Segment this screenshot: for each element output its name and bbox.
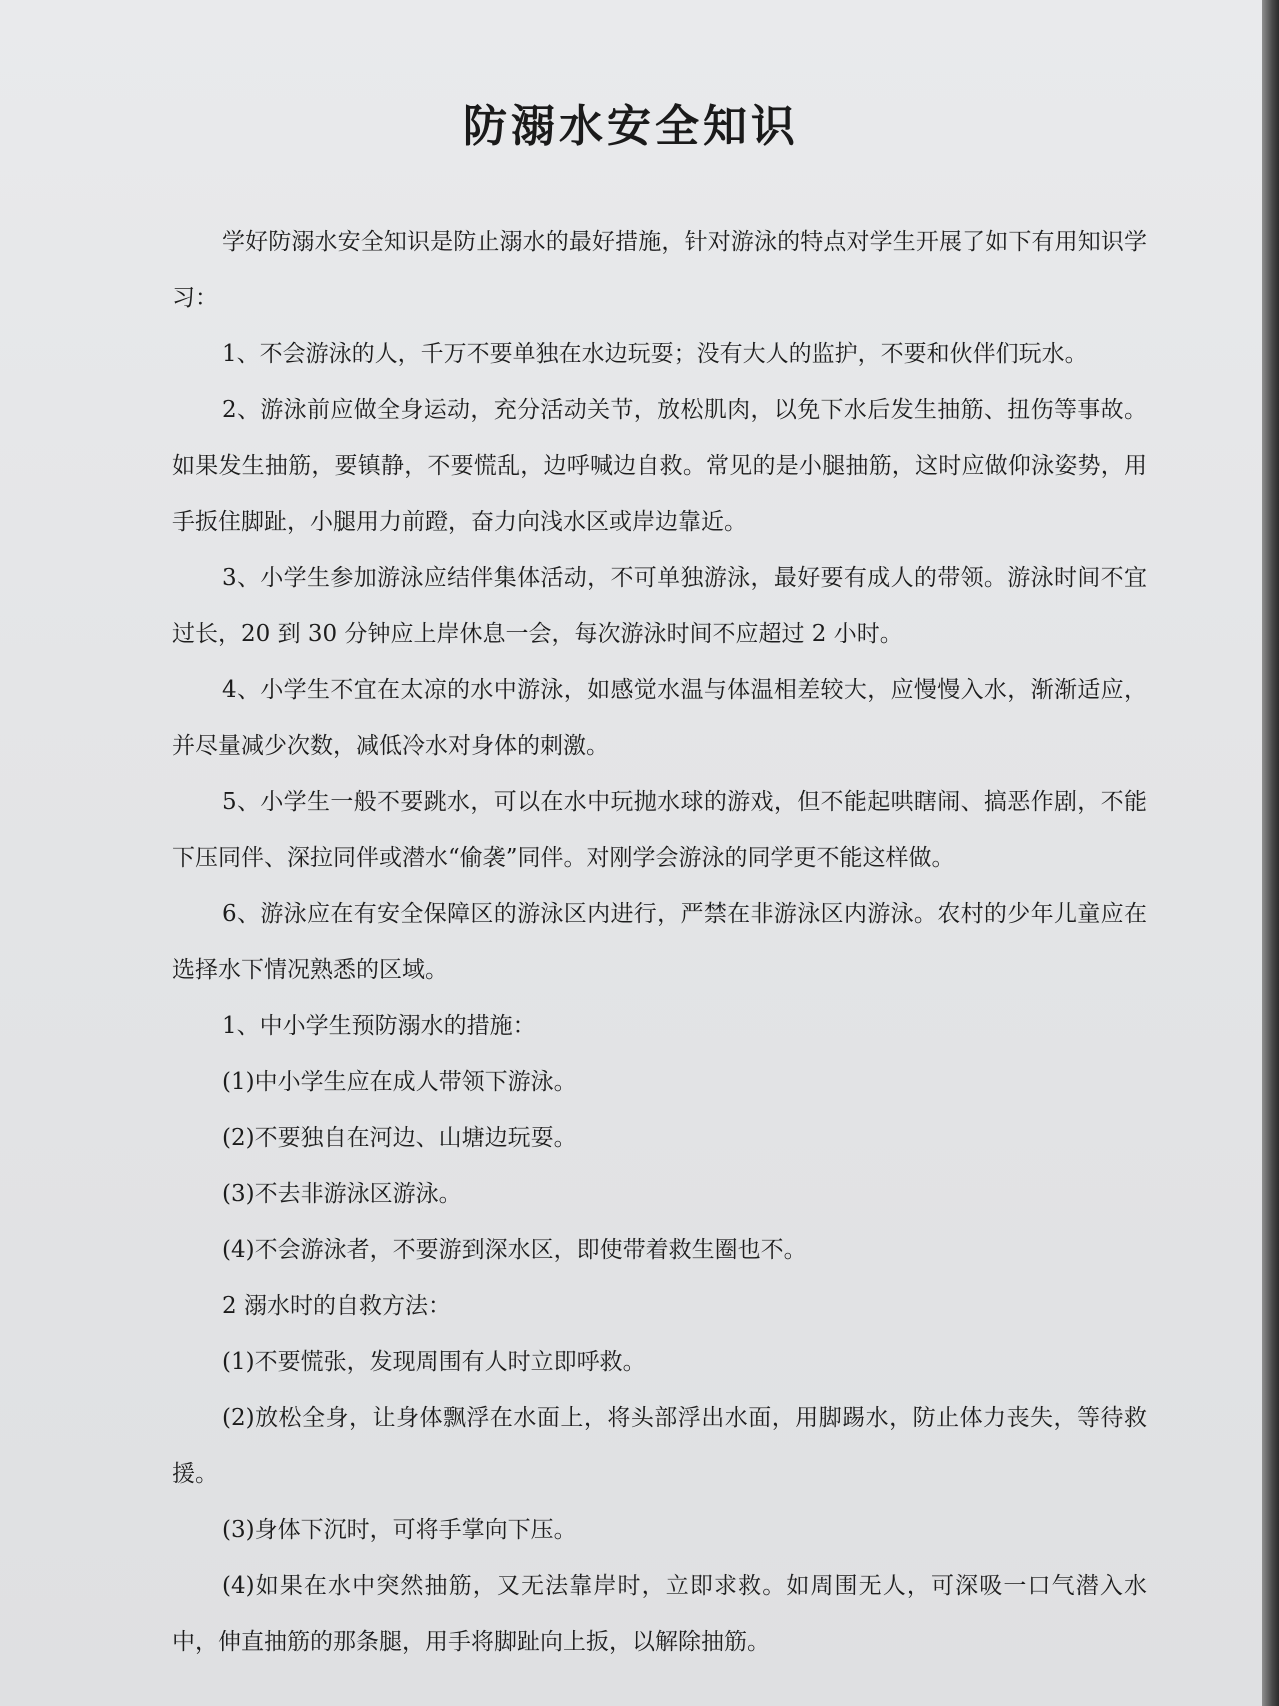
document-body: [172, 214, 1147, 1670]
list-item: (3)身体下沉时，可将手掌向下压。: [222, 1517, 577, 1543]
rule-paragraph: 6、游泳应在有安全保障区的游泳区内进行，严禁在非游泳区内游泳。农村的少年儿童应在选择水下情况熟悉的区域。: [172, 901, 1147, 983]
rule-paragraph: 4、小学生不宜在太凉的水中游泳，如感觉水温与体温相差较大，应慢慢入水，渐渐适应，并尽量减少次数，减低冷水对身体的刺激。: [172, 677, 1147, 759]
section-heading: 2 溺水时的自救方法：: [222, 1293, 451, 1319]
list-item: (4)如果在水中突然抽筋，又无法靠岸时，立即求救。如周围无人，可深吸一口气潜入水中，伸直抽筋的那条腿，用手将脚趾向上扳，以解除抽筋。: [172, 1573, 1147, 1655]
list-item: (1)中小学生应在成人带领下游泳。: [222, 1069, 577, 1095]
page-title: 防溺水安全知识: [463, 101, 799, 152]
list-item: (4)不会游泳者，不要游到深水区，即使带着救生圈也不。: [222, 1237, 807, 1263]
background-surface: [1262, 0, 1279, 1706]
intro-paragraph: 学好防溺水安全知识是防止溺水的最好措施，针对游泳的特点对学生开展了如下有用知识学习：: [172, 229, 1147, 311]
section-heading: 1、中小学生预防溺水的措施：: [222, 1013, 536, 1039]
rule-paragraph: 3、小学生参加游泳应结伴集体活动，不可单独游泳，最好要有成人的带领。游泳时间不宜过长，20 到 30 分钟应上岸休息一会，每次游泳时间不应超过 2 小时。: [172, 565, 1147, 647]
rule-paragraph: 5、小学生一般不要跳水，可以在水中玩抛水球的游戏，但不能起哄瞎闹、搞恶作剧，不能下压同伴、深拉同伴或潜水“偷袭”同伴。对刚学会游泳的同学更不能这样做。: [172, 789, 1147, 871]
list-item: (2)放松全身，让身体飘浮在水面上，将头部浮出水面，用脚踢水，防止体力丧失，等待救援。: [172, 1405, 1147, 1487]
rule-paragraph: 1、不会游泳的人，千万不要单独在水边玩耍；没有大人的监护，不要和伙伴们玩水。: [222, 341, 1088, 367]
list-item: (3)不去非游泳区游泳。: [222, 1181, 462, 1207]
list-item: (2)不要独自在河边、山塘边玩耍。: [222, 1125, 577, 1151]
list-item: (1)不要慌张，发现周围有人时立即呼救。: [222, 1349, 646, 1375]
rule-paragraph: 2、游泳前应做全身运动，充分活动关节，放松肌肉，以免下水后发生抽筋、扭伤等事故。如果发生抽筋，要镇静，不要慌乱，边呼喊边自救。常见的是小腿抽筋，这时应做仰泳姿势，用手扳住脚趾，小腿用力前蹬，奋力向浅水区或岸边靠近。: [172, 397, 1147, 535]
